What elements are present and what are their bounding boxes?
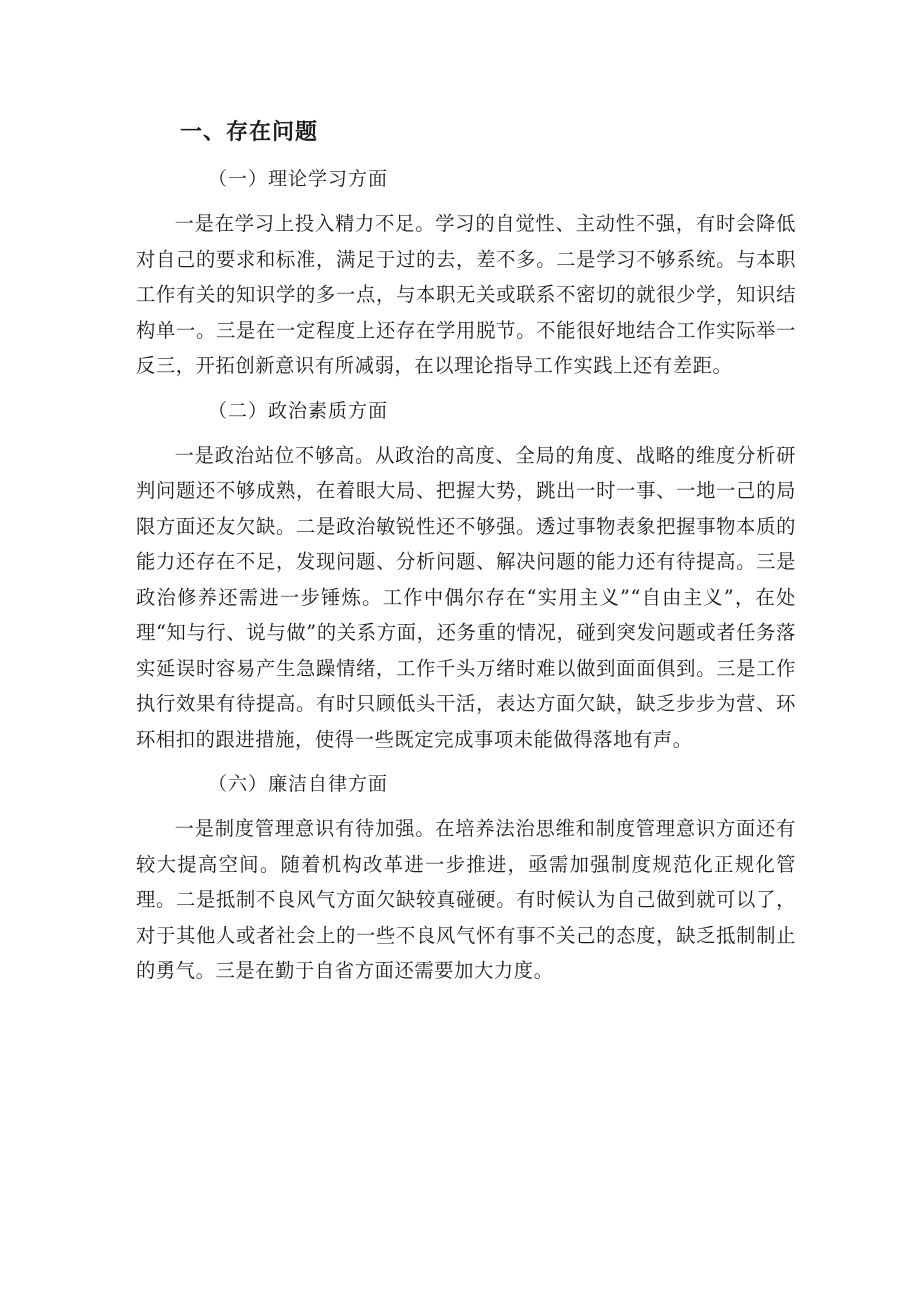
section-title: （二）政治素质方面 xyxy=(208,399,389,422)
main-heading: 一、存在问题 xyxy=(180,120,319,145)
document-page xyxy=(136,118,796,1001)
section-title: （六）廉洁自律方面 xyxy=(208,773,389,795)
section-paragraph: 一是制度管理意识有待加强。在培养法治思维和制度管理意识方面还有较大提高空间。随着机构改革进一步推进，亟需加强制度规范化正规化管理。二是抵制不良风气方面欠缺较真碰硬。有时候认为自己做到就可以了，对于其他人或者社会上的一些不良风气怀有事不关己的态度，缺乏抵制制止的勇气。三是在勤于自省方面还需要加大力度。 xyxy=(136,817,796,982)
section-paragraph: 一是政治站位不够高。从政治的高度、全局的角度、战略的维度分析研判问题还不够成熟，在着眼大局、把握大势，跳出一时一事、一地一己的局限方面还友欠缺。二是政治敏锐性还不够强。透过事物表象把握事物本质的能力还存在不足，发现问题、分析问题、解决问题的能力还有待提高。三是政治修养还需进一步锤炼。工作中偶尔存在“实用主义”“自由主义”，在处理“知与行、说与做”的关系方面，还务重的情况，碰到突发问题或者任务落实延误时容易产生急躁情绪，工作千头万绪时难以做到面面俱到。三是工作执行效果有待提高。有时只顾低头干活，表达方面欠缺，缺乏步步为营、环环相扣的跟进措施，使得一些既定完成事项未能做得落地有声。 xyxy=(136,443,796,751)
section-title: （一）理论学习方面 xyxy=(208,168,389,190)
section-paragraph: 一是在学习上投入精力不足。学习的自觉性、主动性不强，有时会降低对自己的要求和标准，满足于过的去，差不多。二是学习不够系统。与本职工作有关的知识学的多一点，与本职无关或联系不密切的就很少学，知识结构单一。三是在一定程度上还存在学用脱节。不能很好地结合工作实际举一反三，开拓创新意识有所减弱，在以理论指导工作实践上还有差距。 xyxy=(136,212,796,377)
